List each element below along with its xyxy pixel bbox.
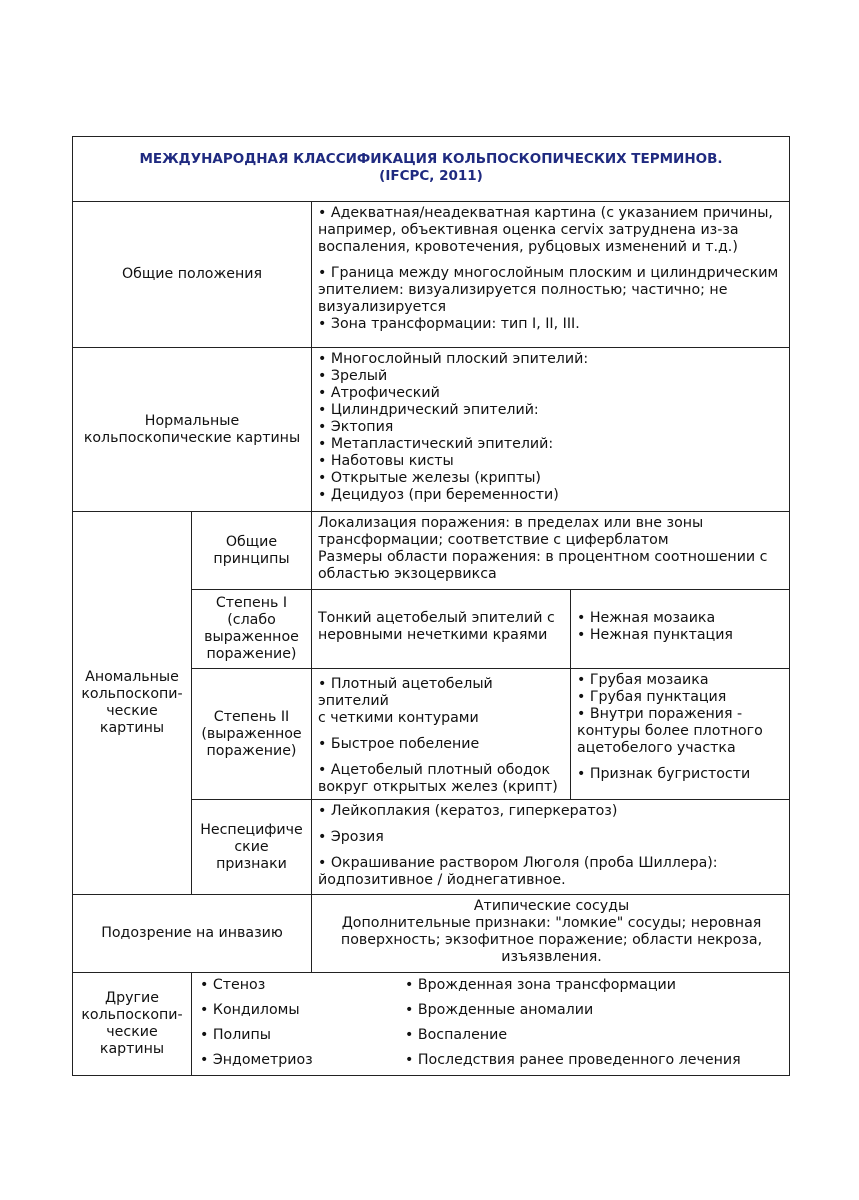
- other-label-line: ческие: [106, 1024, 158, 1040]
- grade1-label: [192, 590, 312, 669]
- list-item: • Метапластический эпителий:: [318, 436, 554, 452]
- general-content: [312, 202, 790, 348]
- grade1-text: неровными нечеткими краями: [318, 627, 548, 643]
- title-line-1: МЕЖДУНАРОДНАЯ КЛАССИФИКАЦИЯ КОЛЬПОСКОПИЧЕСКИХ ТЕРМИНОВ.: [139, 151, 723, 167]
- general-text: • Зона трансформации: тип I, II, III.: [318, 316, 580, 332]
- principles-text: Локализация поражения: в пределах или вне зоны: [318, 515, 704, 531]
- grade1-left: [312, 590, 571, 669]
- grade2-left: [312, 669, 571, 800]
- grade1-text: Тонкий ацетобелый эпителий с: [318, 610, 555, 626]
- general-text: • Адекватная/неадекватная картина (с указанием причины,: [318, 205, 773, 221]
- other-content: [192, 973, 790, 1076]
- list-item: • Атрофический: [318, 385, 440, 401]
- grade1-label-line: (слабо: [227, 612, 276, 628]
- list-item: • Зрелый: [318, 368, 388, 384]
- nonspecific-label-line: Неспецифиче: [200, 821, 303, 838]
- invasion-label: Подозрение на инвазию: [73, 895, 312, 973]
- other-item: • Врожденные аномалии: [405, 1002, 594, 1018]
- grade2-item: • Грубая пунктация: [577, 689, 727, 705]
- abnormal-principles-row: [73, 512, 790, 590]
- grade2-text: • Ацетобелый плотный ободок: [318, 762, 551, 778]
- abnormal-label-line: картины: [99, 720, 165, 736]
- grade2-text: с четкими контурами: [318, 710, 479, 726]
- classification-table: [72, 136, 790, 1076]
- nonspecific-text: йодпозитивное / йоднегативное.: [318, 872, 566, 888]
- grade2-item: • Грубая мозаика: [577, 672, 709, 688]
- principles-text: Размеры области поражения: в процентном соотношении с: [318, 549, 768, 565]
- other-item: • Эндометриоз: [200, 1052, 313, 1068]
- invasion-text: поверхность; экзофитное поражение; области некроза,: [340, 932, 763, 948]
- grade2-label: [192, 669, 312, 800]
- grade2-right: [571, 669, 790, 800]
- title-row: [73, 137, 790, 202]
- grade2-item: контуры более плотного: [577, 723, 763, 739]
- principles-text: областью экзоцервикса: [318, 566, 497, 582]
- list-item: • Эктопия: [318, 419, 394, 435]
- other-item: • Полипы: [200, 1027, 271, 1043]
- general-row: [73, 202, 790, 348]
- grade1-item: • Нежная мозаика: [577, 610, 716, 626]
- other-label: [73, 973, 192, 1076]
- title-line-2: (IFCPC, 2011): [379, 168, 483, 184]
- abnormal-label-line: ческие: [106, 703, 158, 719]
- grade2-text: • Плотный ацетобелый эпителий: [318, 676, 493, 709]
- invasion-text: изъязвления.: [501, 949, 602, 965]
- abnormal-label-line: Аномальные: [85, 669, 179, 685]
- grade2-text: вокруг открытых желез (крипт): [318, 779, 558, 795]
- normal-label: [73, 348, 312, 512]
- list-item: • Многослойный плоский эпителий:: [318, 351, 589, 367]
- list-item: • Цилиндрический эпителий:: [318, 402, 539, 418]
- invasion-content: [312, 895, 790, 973]
- other-item: • Последствия ранее проведенного лечения: [405, 1052, 741, 1068]
- invasion-text: Атипические сосуды: [473, 898, 630, 914]
- grade2-label-line: (выраженное: [201, 725, 302, 742]
- grade2-item: ацетобелого участка: [577, 740, 736, 756]
- grade2-item: • Внутри поражения -: [577, 706, 743, 722]
- normal-label-line: кольпоскопические картины: [83, 429, 301, 446]
- nonspecific-label-line: признаки: [216, 855, 287, 872]
- other-label-line: картины: [99, 1041, 165, 1057]
- general-text: • Граница между многослойным плоским и цилиндрическим: [318, 265, 779, 281]
- grade1-label-line: Степень I: [215, 595, 288, 611]
- principles-text: трансформации; соответствие с циферблатом: [318, 532, 669, 548]
- principles-content: [312, 512, 790, 590]
- other-grid: [198, 976, 785, 1070]
- abnormal-label: [73, 512, 192, 895]
- grade2-label-line: поражение): [206, 742, 297, 759]
- general-text: воспаления, кровотечения, рубцовых изменений и т.д.): [318, 239, 738, 255]
- nonspecific-text: • Эрозия: [318, 829, 384, 845]
- grade2-label-line: Степень II: [213, 708, 290, 725]
- normal-label-line: Нормальные: [144, 412, 240, 429]
- invasion-row: [73, 895, 790, 973]
- grade1-label-line: выраженное: [204, 629, 299, 645]
- nonspecific-text: • Окрашивание раствором Люголя (проба Шиллера):: [318, 855, 718, 871]
- list-item: • Децидуоз (при беременности): [318, 487, 559, 503]
- other-label-line: Другие: [105, 990, 159, 1006]
- other-item: • Стеноз: [200, 977, 266, 993]
- nonspecific-text: • Лейкоплакия (кератоз, гиперкератоз): [318, 803, 618, 819]
- principles-label: [192, 512, 312, 590]
- general-text: визуализируется: [318, 299, 446, 315]
- table-title: [73, 137, 790, 202]
- abnormal-label-line: кольпоскопи-: [81, 686, 183, 702]
- invasion-text: Дополнительные признаки: "ломкие" сосуды; неровная: [341, 915, 762, 931]
- normal-content: [312, 348, 790, 512]
- list-item: • Наботовы кисты: [318, 453, 454, 469]
- other-row: [73, 973, 790, 1076]
- nonspecific-label: [192, 800, 312, 895]
- grade2-text: • Быстрое побеление: [318, 736, 480, 752]
- other-item: • Кондиломы: [200, 1002, 300, 1018]
- grade1-item: • Нежная пунктация: [577, 627, 733, 643]
- general-label: Общие положения: [73, 202, 312, 348]
- general-text: например, объективная оценка cervix затруднена из-за: [318, 222, 739, 238]
- principles-label-line: принципы: [213, 550, 290, 567]
- general-text: эпителием: визуализируется полностью; частично; не: [318, 282, 728, 298]
- grade1-right: [571, 590, 790, 669]
- other-item: • Воспаление: [405, 1027, 508, 1043]
- grade2-item: • Признак бугристости: [577, 766, 751, 782]
- principles-label-line: Общие: [225, 533, 278, 550]
- normal-row: [73, 348, 790, 512]
- nonspecific-label-line: ские: [234, 838, 269, 855]
- other-label-line: кольпоскопи-: [81, 1007, 183, 1023]
- nonspecific-content: [312, 800, 790, 895]
- list-item: • Открытые железы (крипты): [318, 470, 541, 486]
- other-item: • Врожденная зона трансформации: [405, 977, 676, 993]
- grade1-label-line: поражение): [206, 646, 297, 662]
